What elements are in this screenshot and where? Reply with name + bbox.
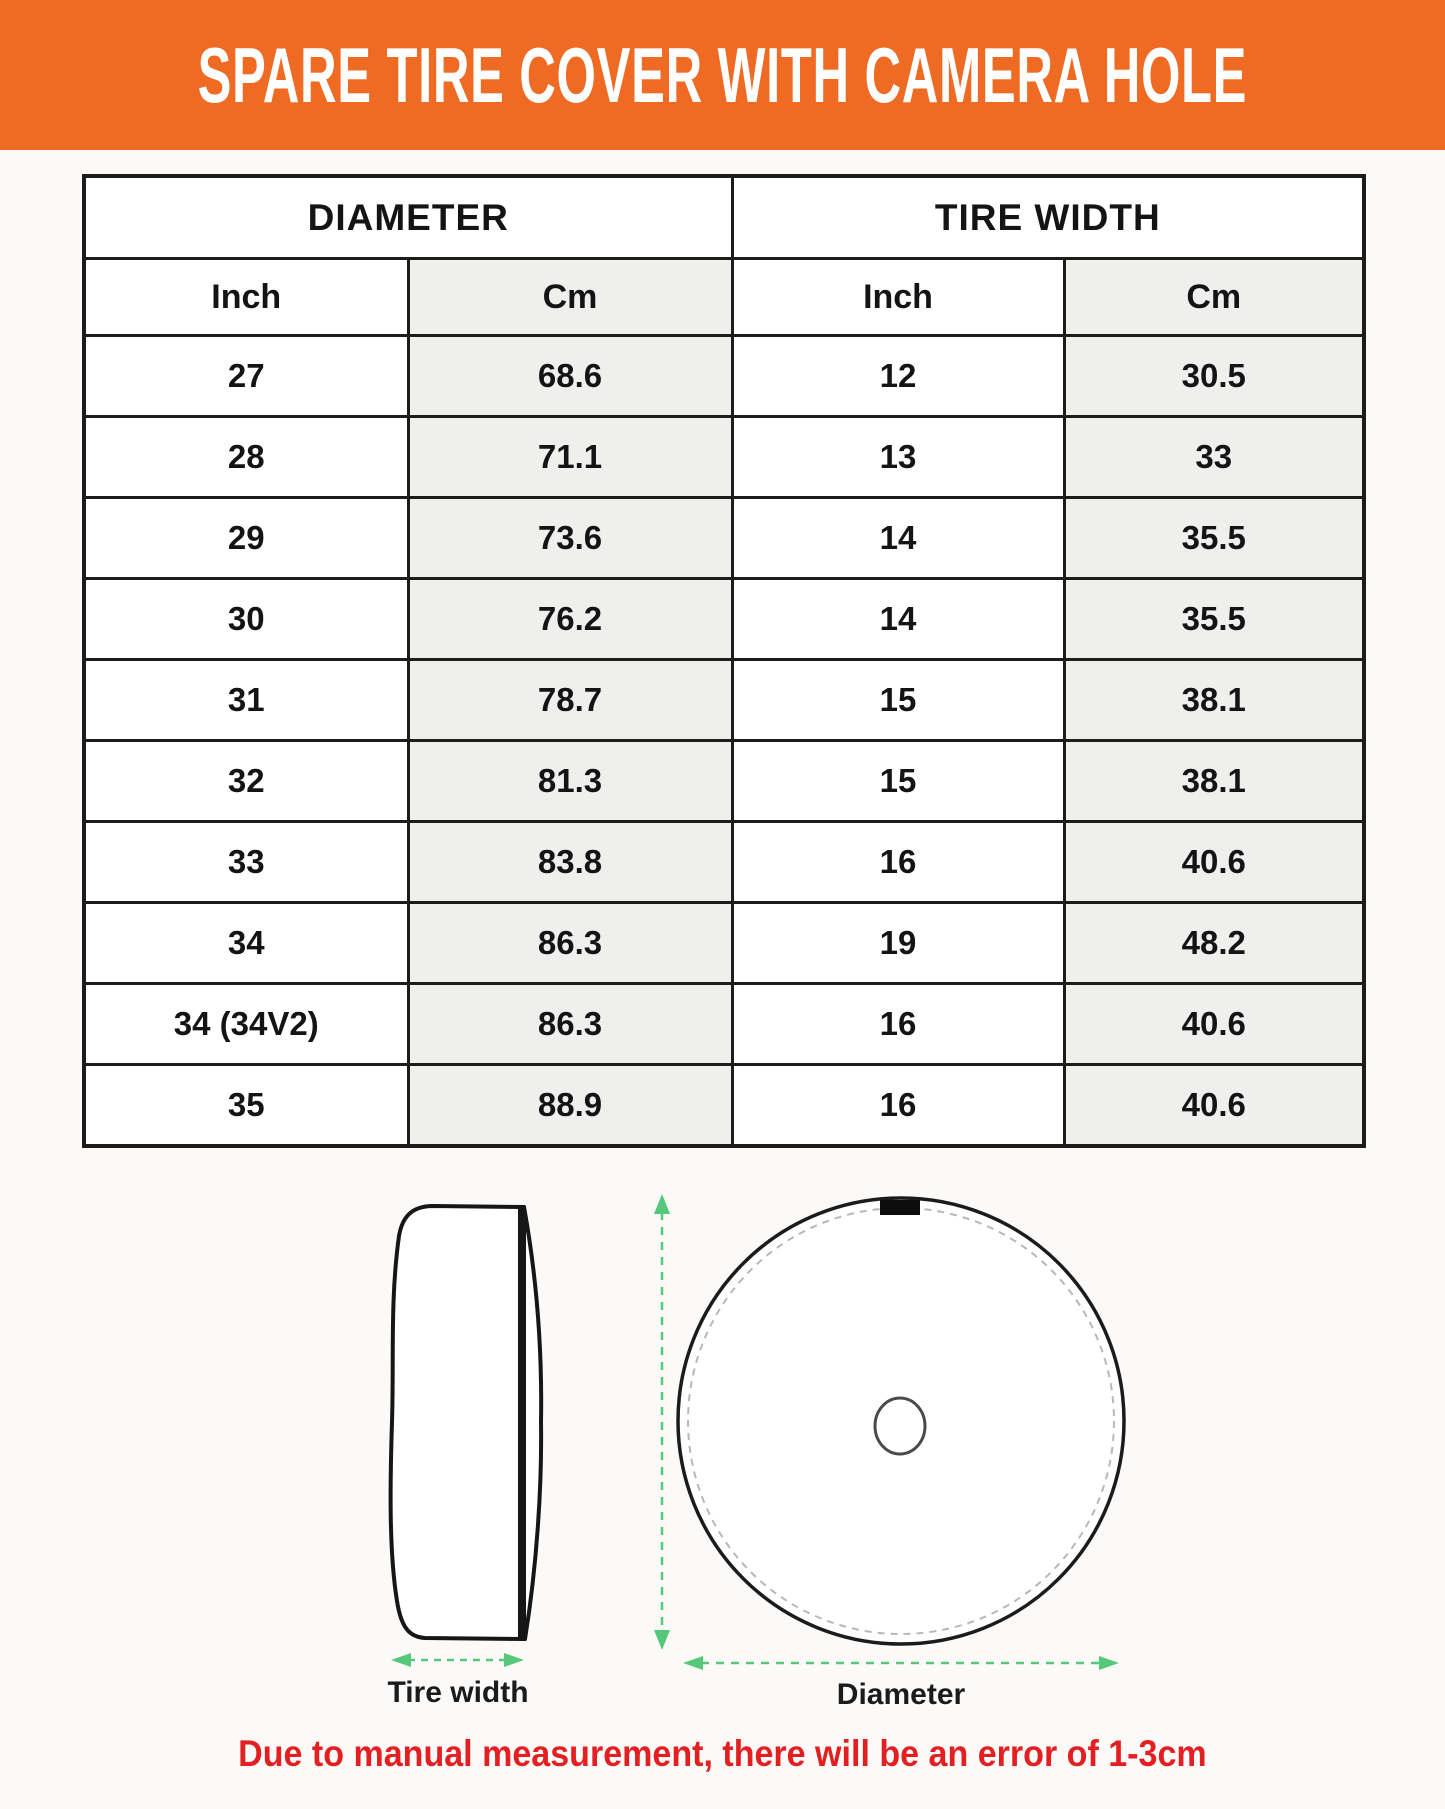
cell: 16 bbox=[732, 1065, 1064, 1147]
cell: 38.1 bbox=[1064, 741, 1364, 822]
arrowhead-right-icon bbox=[504, 1653, 524, 1667]
tire-width-arrow bbox=[391, 1653, 524, 1667]
cell: 73.6 bbox=[408, 498, 732, 579]
table-row bbox=[84, 1065, 1364, 1147]
cell: 81.3 bbox=[408, 741, 732, 822]
table-row bbox=[84, 579, 1364, 660]
cell: 27 bbox=[84, 336, 408, 417]
cell: 30 bbox=[84, 579, 408, 660]
vertical-diameter-arrow bbox=[654, 1194, 670, 1650]
cell: 13 bbox=[732, 417, 1064, 498]
table-row bbox=[84, 984, 1364, 1065]
cell: 19 bbox=[732, 903, 1064, 984]
cell: 35.5 bbox=[1064, 498, 1364, 579]
page-title: SPARE TIRE COVER WITH CAMERA HOLE bbox=[197, 31, 1248, 119]
group-header-row bbox=[84, 176, 1364, 259]
cell: 76.2 bbox=[408, 579, 732, 660]
group-header-diameter: DIAMETER bbox=[84, 176, 732, 259]
table-row bbox=[84, 336, 1364, 417]
subheader-row bbox=[84, 259, 1364, 336]
cell: 15 bbox=[732, 741, 1064, 822]
group-header-tire-width: TIRE WIDTH bbox=[732, 176, 1364, 259]
subheader-diameter-inch: Inch bbox=[84, 259, 408, 336]
table-row bbox=[84, 498, 1364, 579]
arrowhead-left-icon bbox=[683, 1656, 703, 1670]
cell: 33 bbox=[84, 822, 408, 903]
subheader-width-cm: Cm bbox=[1064, 259, 1364, 336]
diagram bbox=[0, 1180, 1445, 1720]
measurement-note bbox=[0, 1733, 1445, 1775]
cell: 32 bbox=[84, 741, 408, 822]
cell: 12 bbox=[732, 336, 1064, 417]
subheader-diameter-cm: Cm bbox=[408, 259, 732, 336]
side-view-outer-bulge bbox=[524, 1207, 541, 1639]
measurement-note-text: Due to manual measurement, there will be an error of 1-3cm bbox=[238, 1733, 1207, 1774]
cover-top-tab bbox=[880, 1200, 920, 1215]
arrowhead-down-icon bbox=[654, 1630, 670, 1650]
cell: 86.3 bbox=[408, 984, 732, 1065]
cell: 30.5 bbox=[1064, 336, 1364, 417]
tire-front-view bbox=[678, 1198, 1124, 1644]
cell: 35 bbox=[84, 1065, 408, 1147]
cell: 16 bbox=[732, 822, 1064, 903]
cell: 14 bbox=[732, 498, 1064, 579]
cell: 88.9 bbox=[408, 1065, 732, 1147]
cell: 31 bbox=[84, 660, 408, 741]
diameter-arrow bbox=[683, 1656, 1119, 1670]
cell: 83.8 bbox=[408, 822, 732, 903]
cell: 28 bbox=[84, 417, 408, 498]
tire-side-view bbox=[391, 1206, 542, 1639]
table-row bbox=[84, 660, 1364, 741]
table-row bbox=[84, 822, 1364, 903]
cell: 34 (34V2) bbox=[84, 984, 408, 1065]
cell: 78.7 bbox=[408, 660, 732, 741]
cell: 48.2 bbox=[1064, 903, 1364, 984]
arrowhead-right-icon bbox=[1099, 1656, 1119, 1670]
cell: 71.1 bbox=[408, 417, 732, 498]
cell: 40.6 bbox=[1064, 822, 1364, 903]
arrowhead-up-icon bbox=[654, 1194, 670, 1214]
table-row bbox=[84, 417, 1364, 498]
cell: 15 bbox=[732, 660, 1064, 741]
cell: 33 bbox=[1064, 417, 1364, 498]
cell: 34 bbox=[84, 903, 408, 984]
table-row bbox=[84, 741, 1364, 822]
cell: 29 bbox=[84, 498, 408, 579]
cell: 40.6 bbox=[1064, 984, 1364, 1065]
tire-width-label: Tire width bbox=[387, 1676, 529, 1709]
size-table bbox=[82, 174, 1366, 1148]
cell: 40.6 bbox=[1064, 1065, 1364, 1147]
banner bbox=[0, 0, 1445, 150]
cell: 86.3 bbox=[408, 903, 732, 984]
cell: 38.1 bbox=[1064, 660, 1364, 741]
cell: 14 bbox=[732, 579, 1064, 660]
cell: 16 bbox=[732, 984, 1064, 1065]
diameter-label: Diameter bbox=[836, 1678, 966, 1711]
arrowhead-left-icon bbox=[391, 1653, 411, 1667]
size-table-body bbox=[84, 336, 1364, 1147]
side-view-body bbox=[391, 1206, 524, 1639]
subheader-width-inch: Inch bbox=[732, 259, 1064, 336]
cell: 68.6 bbox=[408, 336, 732, 417]
camera-hole bbox=[875, 1398, 925, 1454]
table-row bbox=[84, 903, 1364, 984]
cell: 35.5 bbox=[1064, 579, 1364, 660]
